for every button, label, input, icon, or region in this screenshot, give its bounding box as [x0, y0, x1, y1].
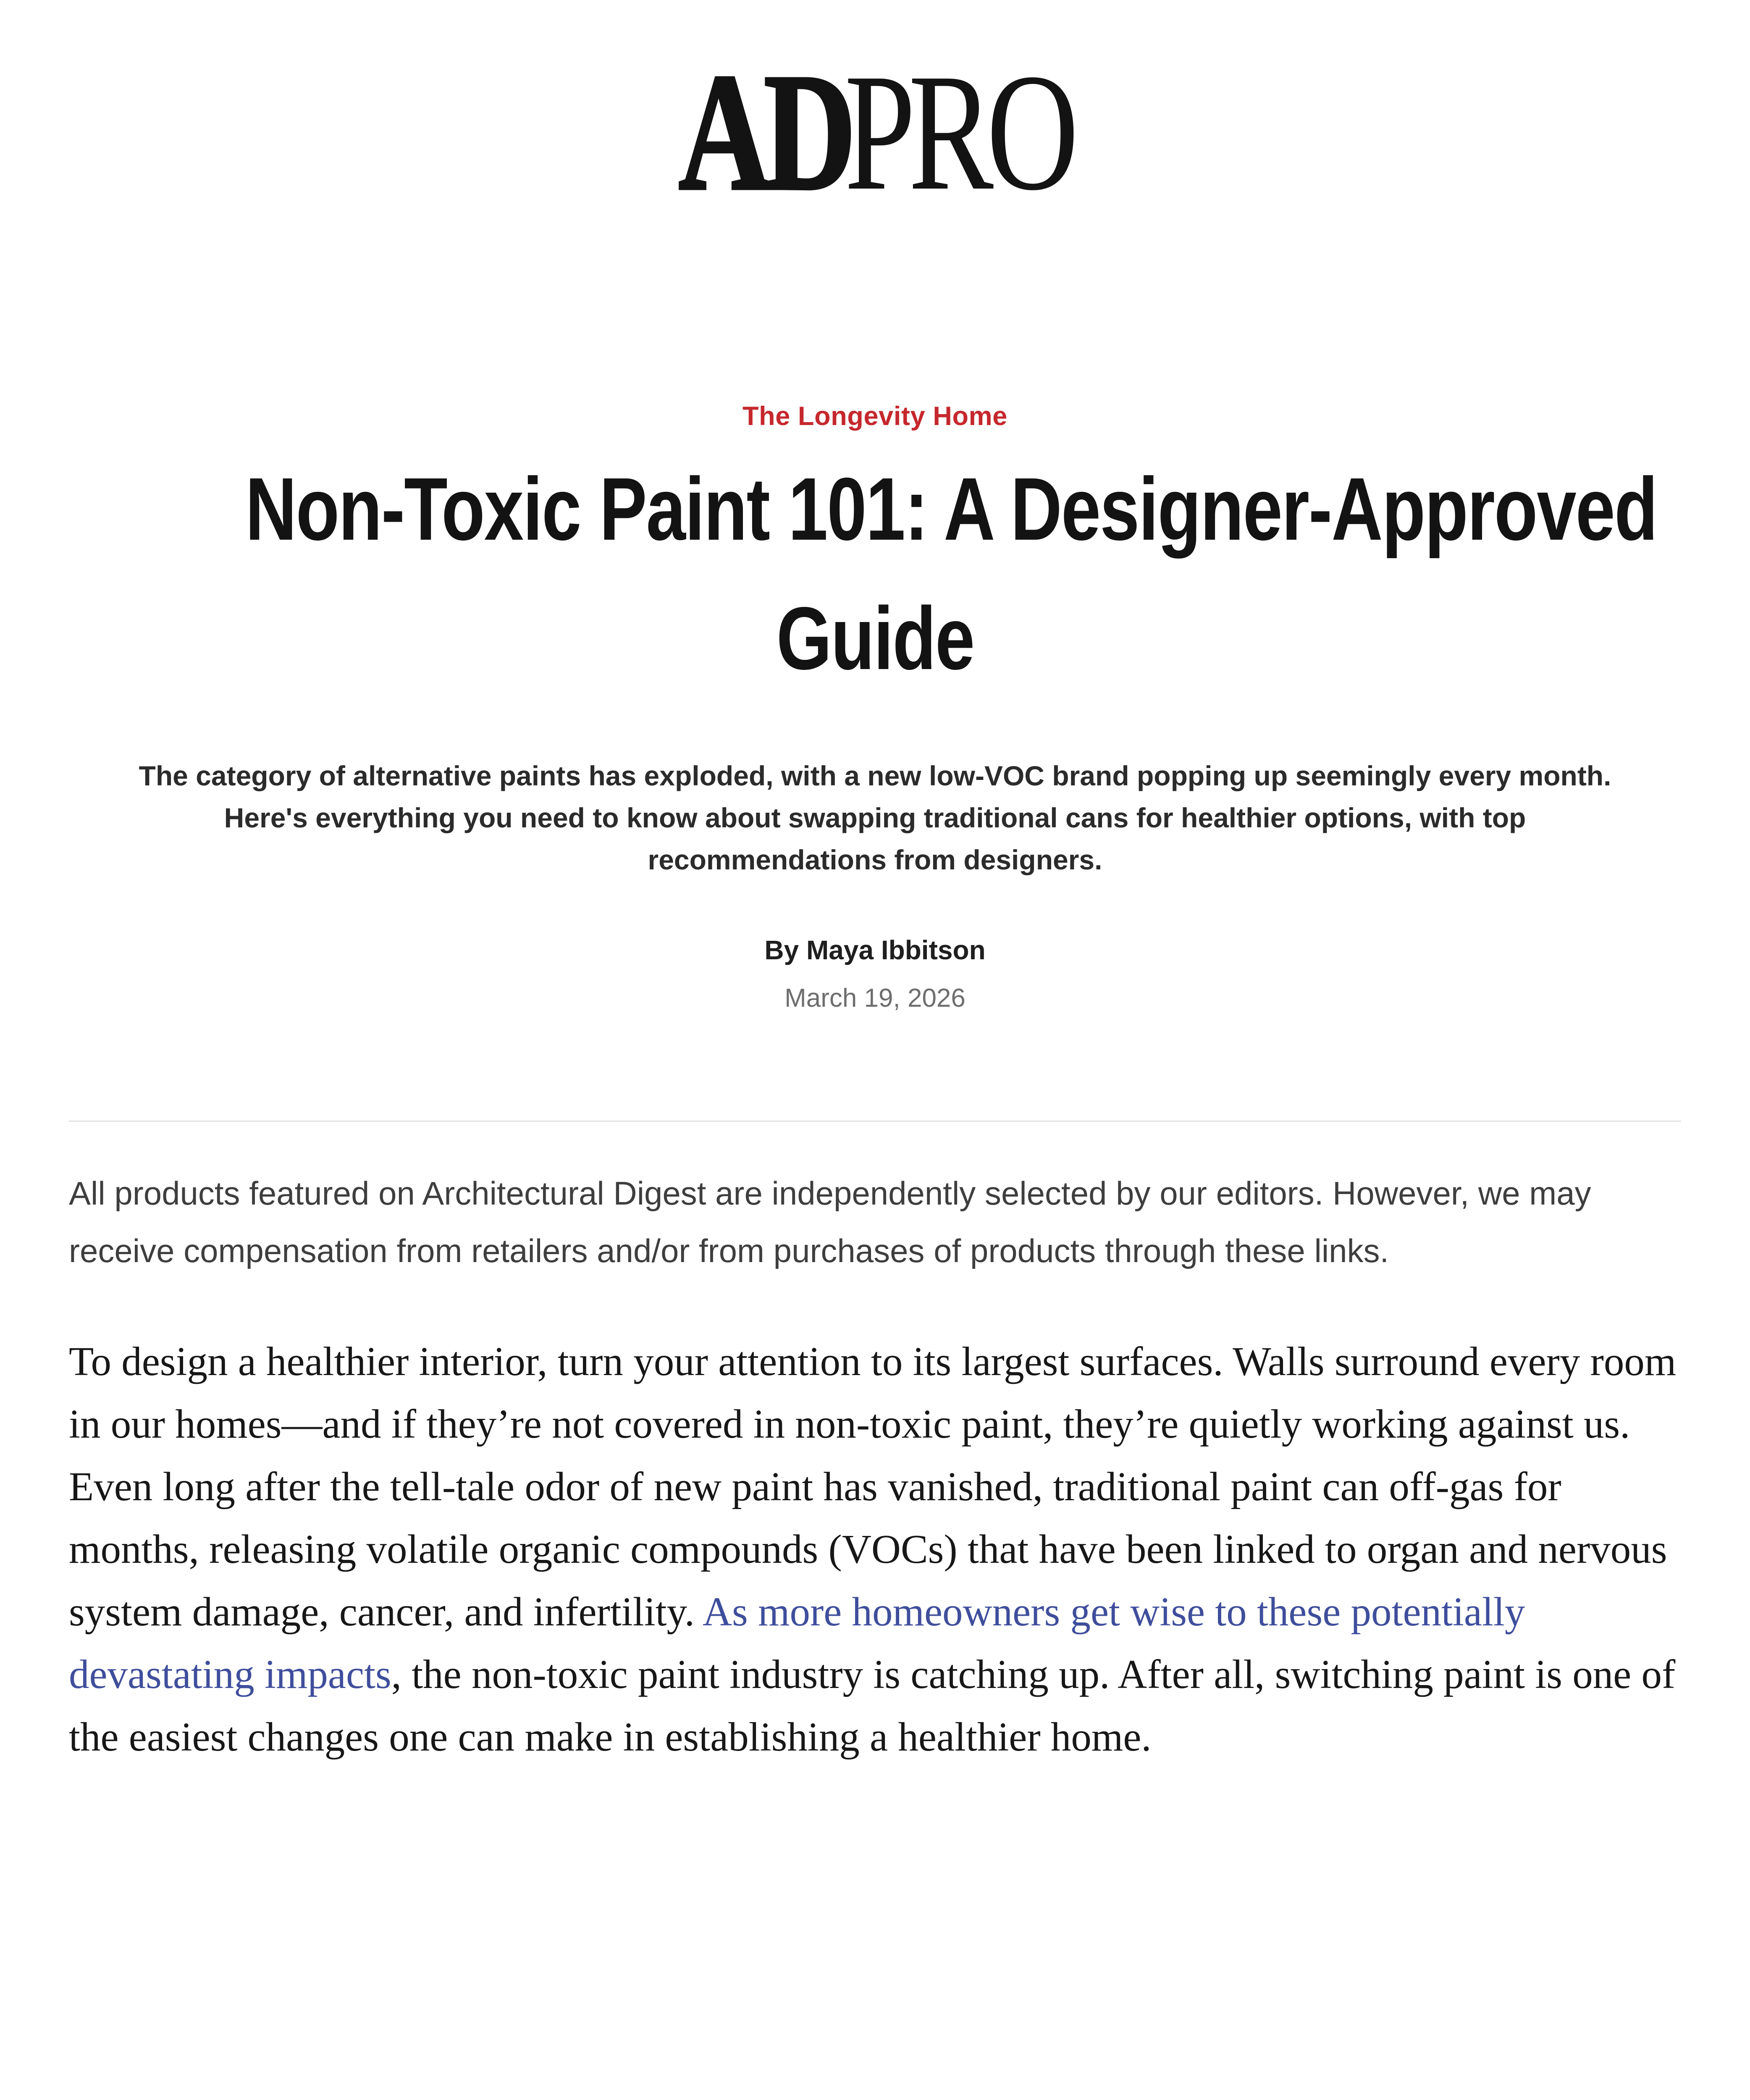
dek-line-3: recommendations from designers.: [648, 844, 1102, 875]
adpro-logo[interactable]: [678, 39, 1072, 225]
dek-line-1: The category of alternative paints has exploded, with a new low-VOC brand popping up seemingly every month.: [139, 760, 1611, 791]
disclaimer-line-2: receive compensation from retailers and/or from purchases of products through these links.: [69, 1232, 1389, 1269]
logo-ad-text: AD: [678, 39, 849, 225]
article-body-paragraph: [69, 1330, 1681, 1768]
masthead: [0, 0, 1750, 225]
inline-article-link[interactable]: As more homeowners get wise to these potentially devastating impacts: [69, 1589, 1525, 1697]
byline-author-link[interactable]: By Maya Ibbitson: [764, 935, 986, 965]
disclaimer-line-1: All products featured on Architectural Digest are independently selected by our editors. However, we may: [69, 1175, 1591, 1212]
affiliate-disclaimer: [69, 1165, 1681, 1280]
dek: [69, 755, 1681, 881]
body-text-before-link: To design a healthier interior, turn your attention to its largest surfaces. Walls surround every room in our homes—and if they’re not covered in non-toxic paint, they’re quietly working against us. Even long after the tell-tale odor of new paint has vanished, traditional paint can off-gas for months, releasing volatile organic compounds (VOCs) that have been linked to organ and nervous system damage, cancer, and infertility.: [69, 1339, 1677, 1634]
logo-pro-text: PRO: [844, 39, 1072, 225]
category-link[interactable]: The Longevity Home: [743, 402, 1007, 431]
article-content: [69, 401, 1681, 1768]
section-divider: [69, 1121, 1681, 1122]
body-text-after-link: , the non-toxic paint industry is catching up. After all, switching paint is one of the easiest changes one can make in establishing a healthier home.: [69, 1652, 1676, 1759]
page-title: [69, 457, 1681, 716]
publish-date: March 19, 2026: [784, 984, 966, 1013]
headline-line-2: Guide: [776, 588, 974, 688]
dek-line-2: Here's everything you need to know about swapping traditional cans for healthier options, with top: [224, 802, 1526, 833]
headline-line-1: Non-Toxic Paint 101: A Designer-Approved: [245, 459, 1657, 559]
